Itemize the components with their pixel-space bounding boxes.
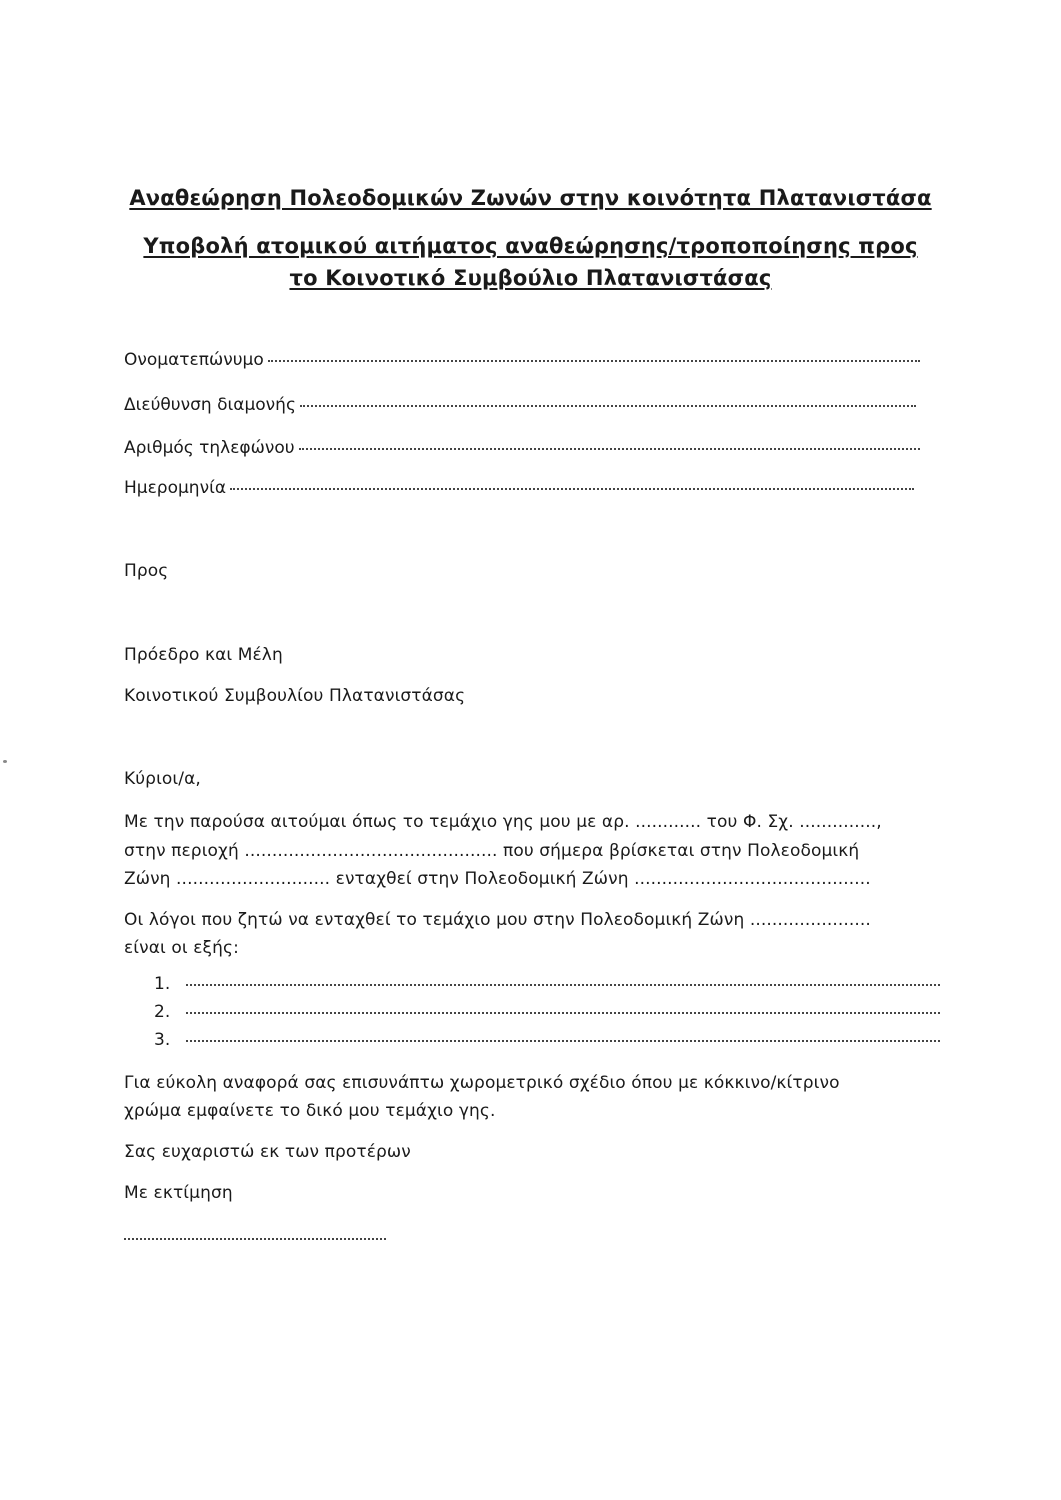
- date-label: Ημερομηνία: [124, 478, 227, 498]
- recipient-line1: Πρόεδρο και Μέλη: [124, 645, 283, 665]
- recipient-line2: Κοινοτικού Συμβουλίου Πλατανιστάσας: [124, 686, 466, 706]
- reason-number: 3.: [154, 1030, 171, 1050]
- document-subtitle-line2: το Κοινοτικό Συμβούλιο Πλατανιστάσας: [289, 266, 772, 290]
- reason-number: 2.: [154, 1002, 171, 1022]
- phone-field[interactable]: [124, 438, 920, 458]
- request-paragraph-line2: στην περιοχή .............................................. που σήμερα βρίσκεται στην Πολεοδομική: [124, 841, 860, 861]
- phone-label: Αριθμός τηλεφώνου: [124, 438, 295, 458]
- reasons-paragraph-line2: είναι οι εξής:: [124, 938, 239, 958]
- address-field[interactable]: [124, 395, 916, 415]
- thanks-line: Σας ευχαριστώ εκ των προτέρων: [124, 1142, 411, 1162]
- request-paragraph-line3: Ζώνη ............................ ενταχθεί στην Πολεοδομική Ζώνη ...........................................: [124, 869, 871, 889]
- name-fill-line[interactable]: [268, 360, 920, 362]
- document-subtitle-line1: Υποβολή ατομικού αιτήματος αναθεώρησης/τροποποίησης προς: [143, 234, 918, 258]
- date-fill-line[interactable]: [230, 488, 914, 490]
- reason-fill-line[interactable]: [186, 1012, 940, 1014]
- name-label: Ονοματεπώνυμο: [124, 350, 264, 370]
- request-paragraph-line1: Με την παρούσα αιτούμαι όπως το τεμάχιο γης μου με αρ. ............ του Φ. Σχ. ..............,: [124, 812, 882, 832]
- reason-fill-line[interactable]: [186, 1040, 940, 1042]
- address-fill-line[interactable]: [300, 405, 916, 407]
- attachment-paragraph-line2: χρώμα εμφαίνετε το δικό μου τεμάχιο γης.: [124, 1101, 496, 1121]
- name-field[interactable]: [124, 350, 920, 370]
- reason-item[interactable]: [154, 974, 940, 994]
- reason-fill-line[interactable]: [186, 984, 940, 986]
- phone-fill-line[interactable]: [299, 448, 920, 450]
- reason-item[interactable]: [154, 1030, 940, 1050]
- closing-line: Με εκτίμηση: [124, 1183, 233, 1203]
- date-field[interactable]: [124, 478, 914, 498]
- reasons-paragraph-line1: Οι λόγοι που ζητώ να ενταχθεί το τεμάχιο μου στην Πολεοδομική Ζώνη ......................: [124, 910, 871, 930]
- document-title: Αναθεώρηση Πολεοδομικών Ζωνών στην κοινότητα Πλατανιστάσα: [129, 186, 932, 210]
- reason-number: 1.: [154, 974, 171, 994]
- attachment-paragraph-line1: Για εύκολη αναφορά σας επισυνάπτω χωρομετρικό σχέδιο όπου με κόκκινο/κίτρινο: [124, 1073, 840, 1093]
- salutation: Κύριοι/α,: [124, 769, 201, 789]
- address-label: Διεύθυνση διαμονής: [124, 395, 296, 415]
- signature-fill-line[interactable]: [124, 1238, 386, 1240]
- recipient-to: Προς: [124, 561, 169, 581]
- reason-item[interactable]: [154, 1002, 940, 1022]
- scan-speck: [3, 760, 7, 763]
